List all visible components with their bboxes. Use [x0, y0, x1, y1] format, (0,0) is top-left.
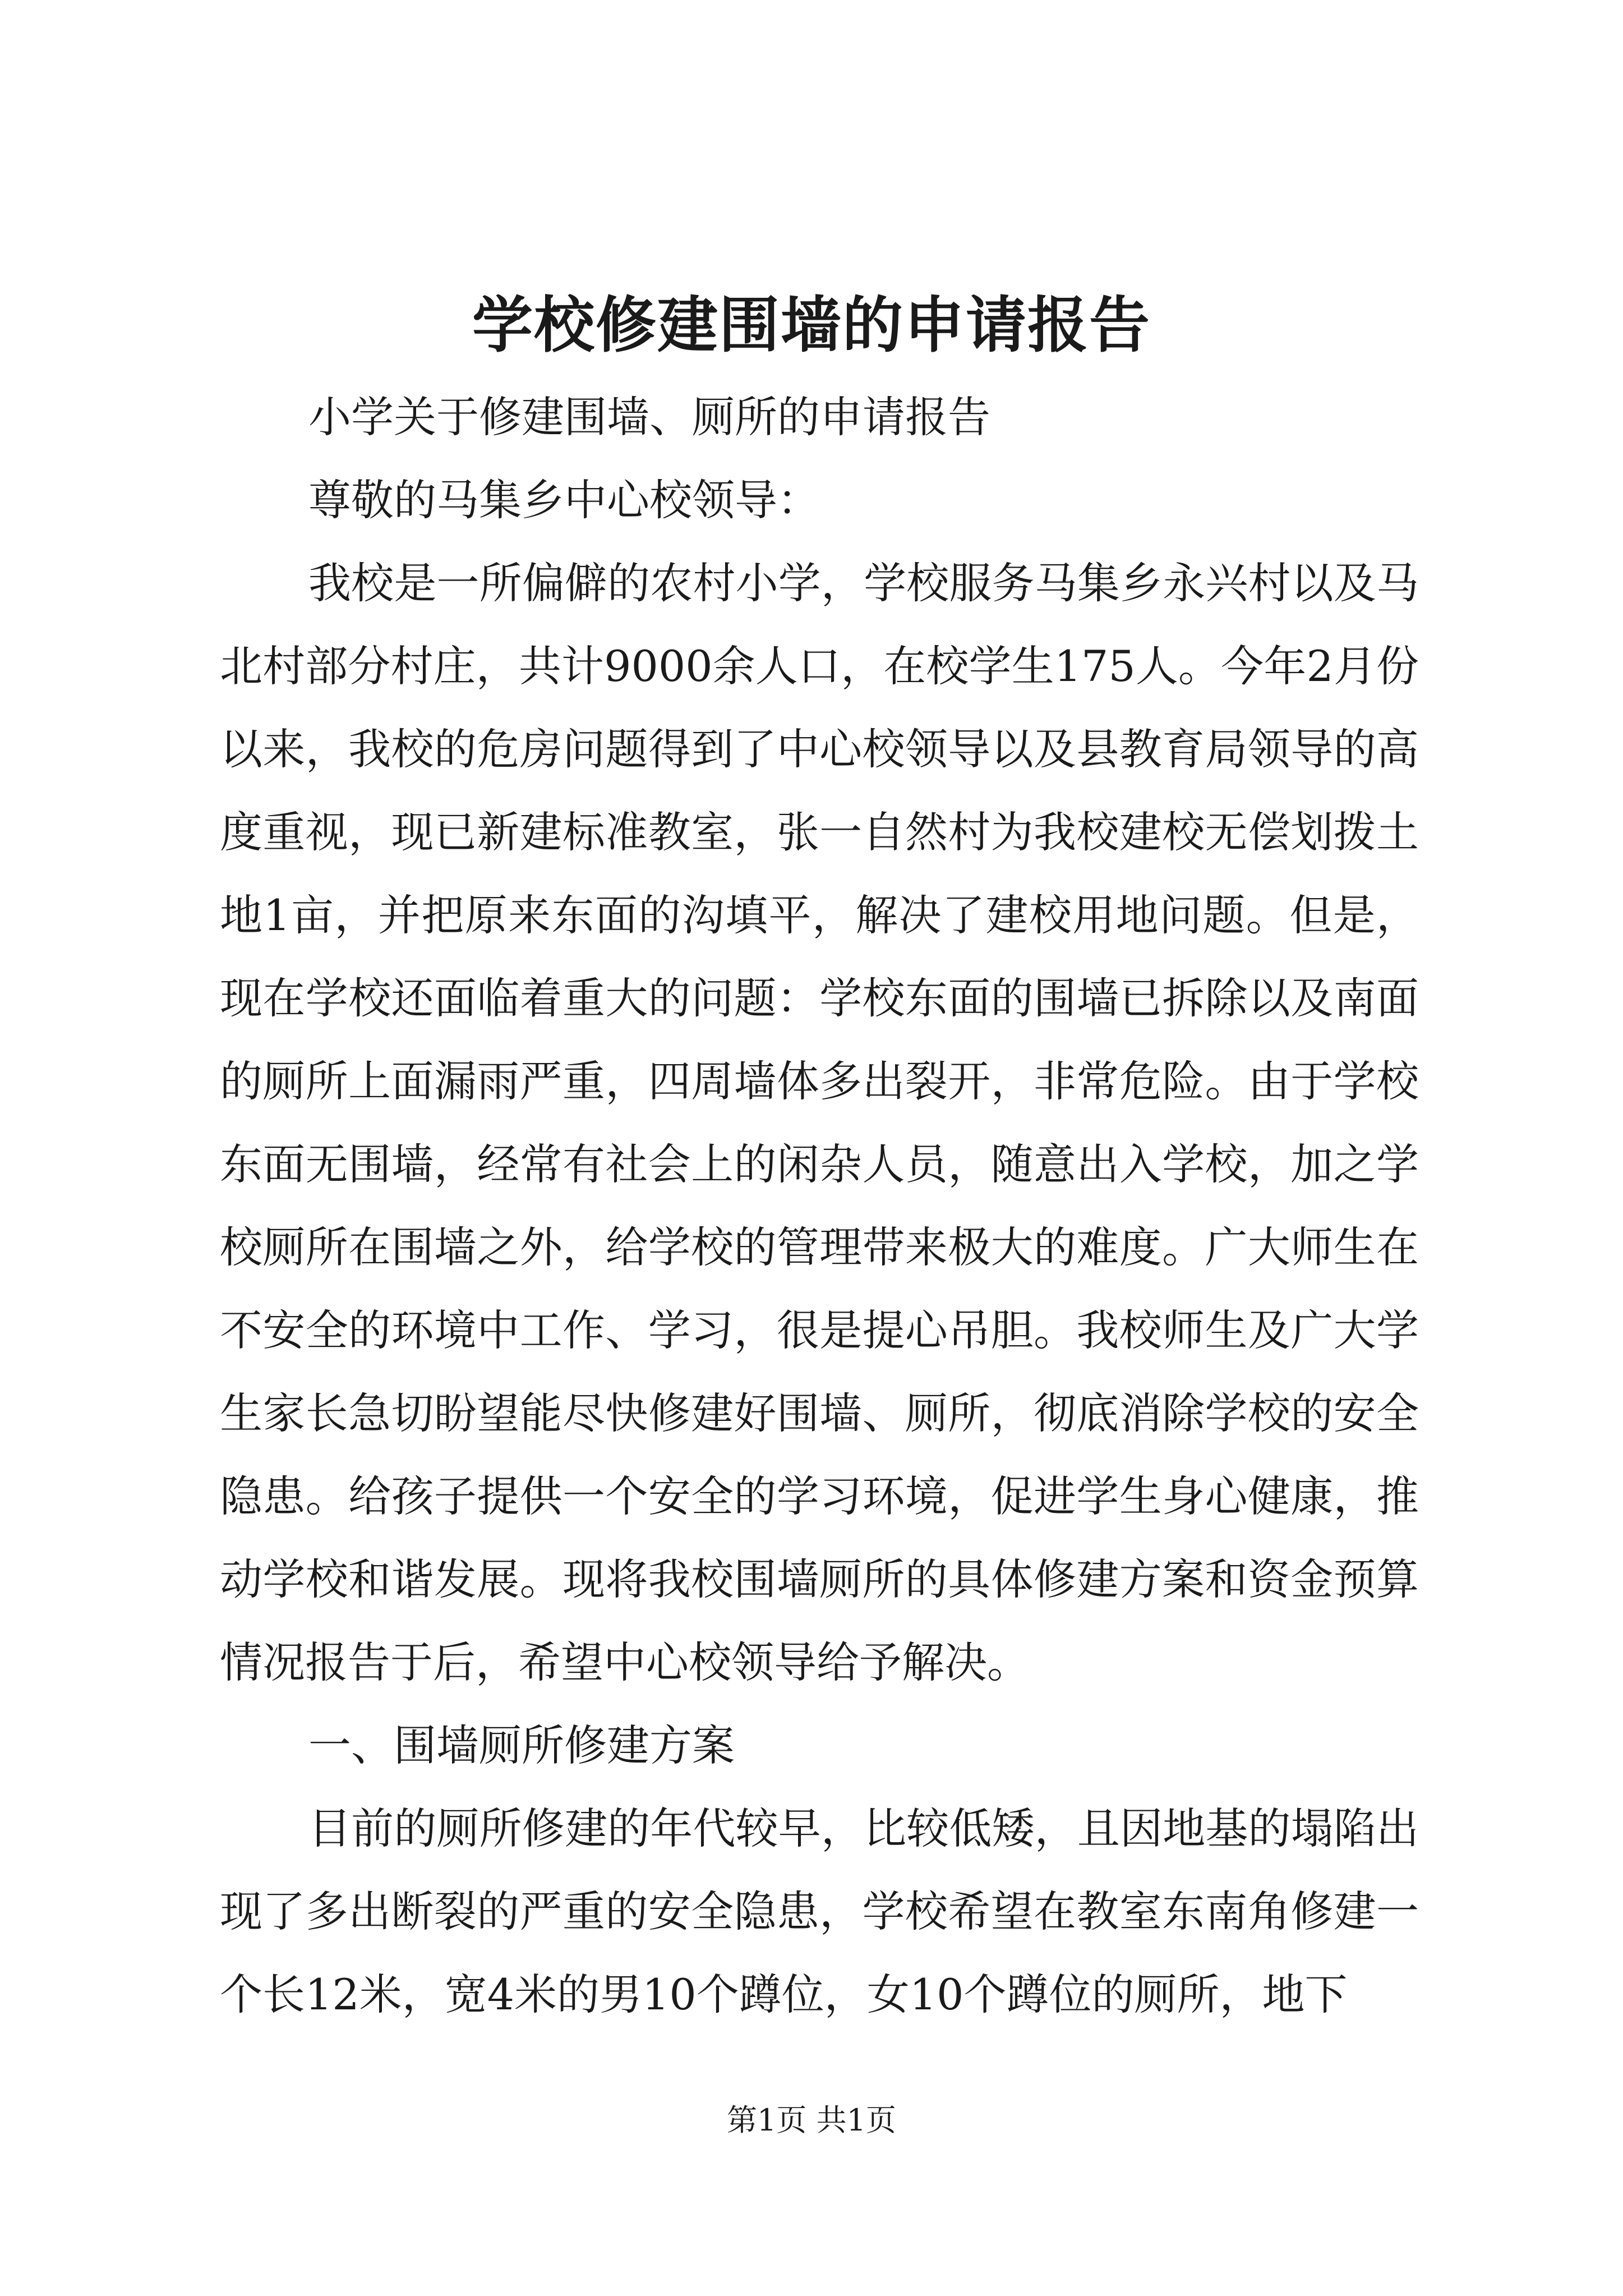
salutation-paragraph: 尊敬的马集乡中心校领导： [308, 475, 820, 525]
body-paragraph: 目前的厕所修建的年代较早，比较低矮，且因地基的塌陷出现了多出断裂的严重的安全隐患，学校希望在教室东南角修建一个长12米，宽4米的男10个蹲位，女10个蹲位的厕所，地下 [220, 1803, 1419, 2019]
document-title: 学校修建围墙的申请报告 [472, 290, 1151, 361]
body-paragraph: 我校是一所偏僻的农村小学，学校服务马集乡永兴村以及马北村部分村庄，共计9000余人口，在校学生175人。今年2月份以来，我校的危房问题得到了中心校领导以及县教育局领导的高度重视，现已新建标准教室，张一自然村为我校建校无偿划拨土地1亩，并把原来东面的沟填平，解决了建校用地问题。但是，现在学校还面临着重大的问题：学校东面的围墙已拆除以及南面的厕所上面漏雨严重，四周墙体多出裂开，非常危险。由于学校东面无围墙，经常有社会上的闲杂人员，随意出入学校，加之学校厕所在围墙之外，给学校的管理带来极大的难度。广大师生在不安全的环境中工作、学习，很是提心吊胆。我校师生及广大学生家长急切盼望能尽快修建好围墙、厕所，彻底消除学校的安全隐患。给孩子提供一个安全的学习环境，促进学生身心健康，推动学校和谐发展。现将我校围墙厕所的具体修建方案和资金预算情况报告于后，希望中心校领导给予解决。 [220, 558, 1419, 1687]
page-number-footer: 第1页 共1页 [727, 2102, 896, 2138]
subtitle-paragraph: 小学关于修建围墙、厕所的申请报告 [308, 392, 990, 442]
section-heading: 一、围墙厕所修建方案 [308, 1720, 735, 1770]
document-body [220, 376, 1419, 2036]
